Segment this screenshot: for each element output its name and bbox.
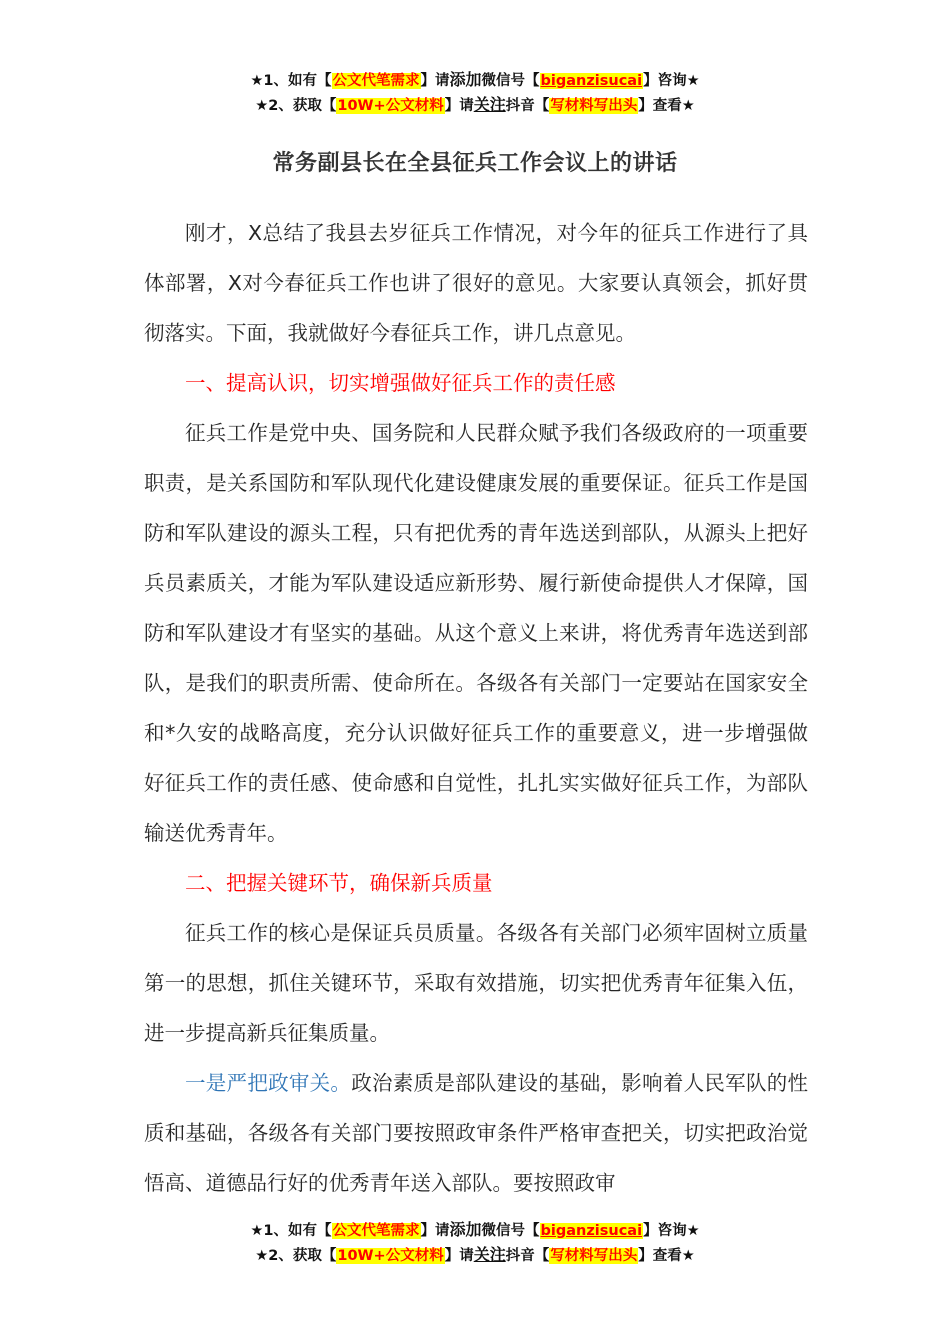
paragraph-intro: 刚才，X总结了我县去岁征兵工作情况，对今年的征兵工作进行了具体部署，X对今春征兵工作也讲了很好的意见。大家要认真领会，抓好贯彻落实。下面，我就做好今春征兵工作，讲几点意见。 xyxy=(144,221,808,345)
document-body xyxy=(144,208,808,1208)
wechat-id: biganzisucai xyxy=(540,1223,643,1239)
paragraph-section-1: 征兵工作是党中央、国务院和人民群众赋予我们各级政府的一项重要职责，是关系国防和军队现代化建设健康发展的重要保证。征兵工作是国防和军队建设的源头工程，只有把优秀的青年选送到部队，从源头上把好兵员素质关，才能为军队建设适应新形势、履行新使命提供人才保障，国防和军队建设才有坚实的基础。从这个意义上来讲，将优秀青年选送到部队，是我们的职责所需、使命所在。各级各有关部门一定要站在国家安全和*久安的战略高度，充分认识做好征兵工作的重要意义，进一步增强做好征兵工作的责任感、使命感和自觉性，扎扎实实做好征兵工作，为部队输送优秀青年。 xyxy=(144,421,808,845)
wechat-id: biganzisucai xyxy=(540,73,643,89)
promo-line-2: ★2、获取【10W+公文材料】请关注抖音【写材料写出头】查看★ xyxy=(255,95,695,114)
promo-line-1: ★1、如有【公文代笔需求】请添加微信号【biganzisucai】咨询★ xyxy=(250,1220,700,1239)
douyin-account: 写材料写出头 xyxy=(550,1248,638,1264)
highlight-service: 公文代笔需求 xyxy=(332,1223,420,1239)
promo-banner-bottom xyxy=(0,1218,950,1268)
highlight-materials: 10W+公文材料 xyxy=(337,98,444,114)
highlight-materials: 10W+公文材料 xyxy=(337,1248,444,1264)
point-lead: 一是严把政审关。 xyxy=(185,1071,352,1095)
douyin-account: 写材料写出头 xyxy=(550,98,638,114)
highlight-service: 公文代笔需求 xyxy=(332,73,420,89)
paragraph-political-review: 一是严把政审关。政治素质是部队建设的基础，影响着人民军队的性质和基础，各级各有关部门要按照政审条件严格审查把关，切实把政治觉悟高、道德品行好的优秀青年送入部队。要按照政审 xyxy=(144,1071,809,1195)
promo-line-1: ★1、如有【公文代笔需求】请添加微信号【biganzisucai】咨询★ xyxy=(250,70,700,89)
promo-banner-top xyxy=(0,68,950,118)
document-title: 常务副县长在全县征兵工作会议上的讲话 xyxy=(272,151,678,176)
paragraph-section-2: 征兵工作的核心是保证兵员质量。各级各有关部门必须牢固树立质量第一的思想，抓住关键环节，采取有效措施，切实把优秀青年征集入伍，进一步提高新兵征集质量。 xyxy=(144,921,808,1045)
promo-line-2: ★2、获取【10W+公文材料】请关注抖音【写材料写出头】查看★ xyxy=(255,1245,695,1264)
section-heading-2: 二、把握关键环节，确保新兵质量 xyxy=(185,871,493,895)
section-heading-1: 一、提高认识，切实增强做好征兵工作的责任感 xyxy=(185,371,616,395)
